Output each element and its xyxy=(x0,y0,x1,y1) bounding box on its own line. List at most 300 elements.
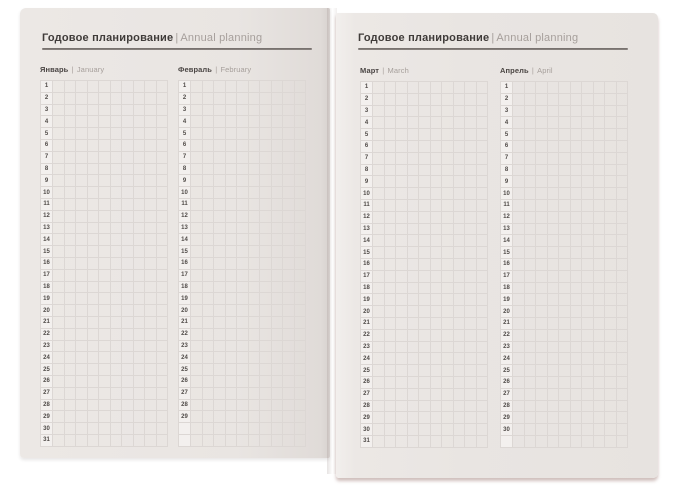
grid-cell xyxy=(408,377,420,389)
grid-cell xyxy=(548,129,560,141)
grid-cell xyxy=(419,294,431,306)
grid-cell xyxy=(295,352,307,364)
grid-cell xyxy=(122,411,134,423)
grid-cell xyxy=(571,318,583,330)
grid-cell xyxy=(571,271,583,283)
day-number-cell: 3 xyxy=(501,106,513,118)
grid-cell xyxy=(419,412,431,424)
grid-cell xyxy=(203,305,215,317)
grid-cell xyxy=(454,412,466,424)
grid-cell xyxy=(145,140,157,152)
grid-cell xyxy=(408,106,420,118)
grid-cell xyxy=(396,412,408,424)
grid-cell xyxy=(283,282,295,294)
grid-cell xyxy=(226,400,238,412)
day-number-cell: 22 xyxy=(41,329,53,341)
month-header xyxy=(40,65,168,74)
grid-cell xyxy=(594,436,606,448)
grid-cell xyxy=(272,140,284,152)
grid-cell xyxy=(122,282,134,294)
grid-cell xyxy=(203,128,215,140)
grid-cell xyxy=(559,153,571,165)
grid-cell xyxy=(385,82,397,94)
grid-cell xyxy=(191,140,203,152)
grid-cell xyxy=(122,223,134,235)
day-number-cell: 21 xyxy=(361,318,373,330)
grid-cell xyxy=(536,377,548,389)
grid-cell xyxy=(582,318,594,330)
grid-cell xyxy=(157,329,169,341)
grid-cell xyxy=(226,81,238,93)
grid-cell xyxy=(99,105,111,117)
grid-cell xyxy=(465,401,477,413)
grid-cell xyxy=(454,259,466,271)
grid-cell xyxy=(88,411,100,423)
grid-cell xyxy=(385,129,397,141)
day-number-cell: 22 xyxy=(501,330,513,342)
day-number-cell: 25 xyxy=(361,365,373,377)
grid-cell xyxy=(582,247,594,259)
grid-cell xyxy=(111,293,123,305)
grid-cell xyxy=(442,401,454,413)
grid-cell xyxy=(157,411,169,423)
grid-cell xyxy=(111,175,123,187)
grid-cell xyxy=(88,211,100,223)
grid-cell xyxy=(408,271,420,283)
grid-cell xyxy=(465,153,477,165)
grid-cell xyxy=(295,282,307,294)
grid-cell xyxy=(226,411,238,423)
grid-cell xyxy=(442,212,454,224)
grid-cell xyxy=(513,129,525,141)
grid-cell xyxy=(99,116,111,128)
day-number-cell: 28 xyxy=(179,400,191,412)
grid-cell xyxy=(582,294,594,306)
grid-cell xyxy=(559,283,571,295)
grid-cell xyxy=(373,153,385,165)
grid-cell xyxy=(111,105,123,117)
day-number-cell: 3 xyxy=(361,106,373,118)
grid-cell xyxy=(594,117,606,129)
grid-cell xyxy=(442,247,454,259)
day-number-cell: 26 xyxy=(179,376,191,388)
grid-cell xyxy=(134,411,146,423)
grid-cell xyxy=(525,247,537,259)
grid-cell xyxy=(157,364,169,376)
grid-cell xyxy=(260,364,272,376)
grid-cell xyxy=(396,165,408,177)
day-number-cell: 27 xyxy=(501,389,513,401)
grid-cell xyxy=(53,105,65,117)
grid-cell xyxy=(465,235,477,247)
grid-cell xyxy=(571,235,583,247)
grid-cell xyxy=(260,411,272,423)
grid-cell xyxy=(431,342,443,354)
grid-cell xyxy=(295,140,307,152)
grid-cell xyxy=(454,424,466,436)
grid-cell xyxy=(272,435,284,447)
grid-cell xyxy=(559,212,571,224)
grid-cell xyxy=(272,187,284,199)
grid-cell xyxy=(605,259,617,271)
grid-cell xyxy=(122,329,134,341)
grid-cell xyxy=(295,435,307,447)
grid-cell xyxy=(582,259,594,271)
grid-cell xyxy=(65,223,77,235)
grid-cell xyxy=(145,352,157,364)
grid-cell xyxy=(76,93,88,105)
grid-cell xyxy=(419,389,431,401)
grid-cell xyxy=(260,317,272,329)
grid-cell xyxy=(477,117,489,129)
grid-cell xyxy=(396,330,408,342)
day-number-cell: 23 xyxy=(179,341,191,353)
grid-cell xyxy=(559,436,571,448)
grid-cell xyxy=(295,411,307,423)
grid-cell xyxy=(513,235,525,247)
grid-cell xyxy=(513,330,525,342)
month-grid xyxy=(500,81,628,448)
grid-cell xyxy=(65,270,77,282)
grid-cell xyxy=(99,81,111,93)
day-number-cell: 20 xyxy=(501,306,513,318)
grid-cell xyxy=(203,199,215,211)
grid-cell xyxy=(65,400,77,412)
grid-cell xyxy=(88,234,100,246)
grid-cell xyxy=(525,153,537,165)
grid-cell xyxy=(431,412,443,424)
grid-cell xyxy=(385,141,397,153)
day-number-cell: 7 xyxy=(179,152,191,164)
grid-cell xyxy=(465,247,477,259)
grid-cell xyxy=(65,246,77,258)
grid-cell xyxy=(548,212,560,224)
grid-cell xyxy=(203,175,215,187)
grid-cell xyxy=(260,388,272,400)
grid-cell xyxy=(594,106,606,118)
grid-cell xyxy=(571,342,583,354)
grid-cell xyxy=(134,140,146,152)
grid-cell xyxy=(260,293,272,305)
page-title-ru: Годовое планирование xyxy=(42,32,174,44)
grid-cell xyxy=(134,223,146,235)
grid-cell xyxy=(408,424,420,436)
grid-cell xyxy=(237,317,249,329)
grid-cell xyxy=(76,234,88,246)
grid-cell xyxy=(272,305,284,317)
grid-cell xyxy=(295,364,307,376)
grid-cell xyxy=(605,200,617,212)
page-title xyxy=(42,32,312,44)
grid-cell xyxy=(419,377,431,389)
page-header xyxy=(42,32,312,50)
grid-cell xyxy=(122,81,134,93)
grid-cell xyxy=(548,436,560,448)
grid-cell xyxy=(385,342,397,354)
grid-cell xyxy=(431,389,443,401)
grid-cell xyxy=(88,116,100,128)
grid-cell xyxy=(419,94,431,106)
grid-cell xyxy=(408,259,420,271)
grid-cell xyxy=(548,188,560,200)
grid-cell xyxy=(605,165,617,177)
day-number-cell: 5 xyxy=(41,128,53,140)
grid-cell xyxy=(53,93,65,105)
grid-cell xyxy=(145,234,157,246)
grid-cell xyxy=(99,317,111,329)
grid-cell xyxy=(431,212,443,224)
grid-cell xyxy=(88,81,100,93)
grid-cell xyxy=(385,330,397,342)
grid-cell xyxy=(396,212,408,224)
grid-cell xyxy=(191,270,203,282)
grid-cell xyxy=(122,152,134,164)
grid-cell xyxy=(477,389,489,401)
grid-cell xyxy=(214,246,226,258)
grid-cell xyxy=(295,199,307,211)
grid-cell xyxy=(513,283,525,295)
grid-cell xyxy=(191,105,203,117)
month-name-en: March xyxy=(387,66,409,75)
grid-cell xyxy=(454,224,466,236)
day-number-cell: 30 xyxy=(41,423,53,435)
grid-cell xyxy=(385,200,397,212)
grid-cell xyxy=(477,436,489,448)
grid-cell xyxy=(260,376,272,388)
grid-cell xyxy=(385,165,397,177)
grid-cell xyxy=(385,412,397,424)
grid-cell xyxy=(145,341,157,353)
grid-cell xyxy=(442,353,454,365)
grid-cell xyxy=(88,270,100,282)
grid-cell xyxy=(559,129,571,141)
grid-cell xyxy=(134,282,146,294)
grid-cell xyxy=(513,259,525,271)
day-number-cell: 18 xyxy=(501,283,513,295)
grid-cell xyxy=(203,329,215,341)
grid-cell xyxy=(548,259,560,271)
grid-cell xyxy=(76,246,88,258)
grid-cell xyxy=(53,116,65,128)
grid-cell xyxy=(385,94,397,106)
grid-cell xyxy=(385,153,397,165)
grid-cell xyxy=(396,117,408,129)
grid-cell xyxy=(283,234,295,246)
grid-cell xyxy=(419,129,431,141)
grid-cell xyxy=(465,117,477,129)
grid-cell xyxy=(99,223,111,235)
grid-cell xyxy=(157,93,169,105)
grid-cell xyxy=(431,436,443,448)
grid-cell xyxy=(226,93,238,105)
grid-cell xyxy=(605,401,617,413)
day-number-cell: 19 xyxy=(501,294,513,306)
grid-cell xyxy=(134,116,146,128)
grid-cell xyxy=(145,270,157,282)
grid-cell xyxy=(157,317,169,329)
grid-cell xyxy=(249,341,261,353)
grid-cell xyxy=(548,271,560,283)
grid-cell xyxy=(88,93,100,105)
grid-cell xyxy=(571,82,583,94)
grid-cell xyxy=(237,152,249,164)
grid-cell xyxy=(385,401,397,413)
grid-cell xyxy=(99,282,111,294)
grid-cell xyxy=(373,224,385,236)
grid-cell xyxy=(99,187,111,199)
grid-cell xyxy=(525,436,537,448)
grid-cell xyxy=(605,94,617,106)
grid-cell xyxy=(454,294,466,306)
grid-cell xyxy=(442,389,454,401)
grid-cell xyxy=(513,318,525,330)
grid-cell xyxy=(65,282,77,294)
grid-cell xyxy=(373,165,385,177)
grid-cell xyxy=(594,141,606,153)
grid-cell xyxy=(525,353,537,365)
grid-cell xyxy=(203,246,215,258)
grid-cell xyxy=(454,153,466,165)
grid-cell xyxy=(145,223,157,235)
grid-cell xyxy=(465,306,477,318)
grid-cell xyxy=(582,377,594,389)
grid-cell xyxy=(548,389,560,401)
grid-cell xyxy=(419,353,431,365)
grid-cell xyxy=(536,224,548,236)
month-column-april xyxy=(500,66,628,448)
grid-cell xyxy=(617,141,629,153)
grid-cell xyxy=(99,164,111,176)
grid-cell xyxy=(249,152,261,164)
grid-cell xyxy=(283,140,295,152)
grid-cell xyxy=(419,306,431,318)
grid-cell xyxy=(226,187,238,199)
day-number-cell: 19 xyxy=(361,294,373,306)
grid-cell xyxy=(214,400,226,412)
grid-cell xyxy=(214,140,226,152)
grid-cell xyxy=(214,364,226,376)
day-number-cell: 8 xyxy=(41,164,53,176)
grid-cell xyxy=(431,235,443,247)
grid-cell xyxy=(571,330,583,342)
grid-cell xyxy=(214,341,226,353)
grid-cell xyxy=(88,293,100,305)
grid-cell xyxy=(442,200,454,212)
grid-cell xyxy=(249,270,261,282)
grid-cell xyxy=(111,423,123,435)
grid-cell xyxy=(203,423,215,435)
grid-cell xyxy=(525,117,537,129)
grid-cell xyxy=(373,271,385,283)
grid-cell xyxy=(122,105,134,117)
grid-cell xyxy=(111,317,123,329)
grid-cell xyxy=(582,424,594,436)
grid-cell xyxy=(65,293,77,305)
grid-cell xyxy=(203,140,215,152)
grid-cell xyxy=(260,270,272,282)
grid-cell xyxy=(295,388,307,400)
grid-cell xyxy=(99,258,111,270)
grid-cell xyxy=(431,141,443,153)
grid-cell xyxy=(617,224,629,236)
grid-cell xyxy=(191,282,203,294)
grid-cell xyxy=(408,176,420,188)
header-rule xyxy=(358,48,628,50)
grid-cell xyxy=(53,140,65,152)
grid-cell xyxy=(373,389,385,401)
grid-cell xyxy=(605,153,617,165)
grid-cell xyxy=(157,105,169,117)
grid-cell xyxy=(408,153,420,165)
grid-cell xyxy=(249,388,261,400)
grid-cell xyxy=(145,246,157,258)
grid-cell xyxy=(237,246,249,258)
grid-cell xyxy=(431,424,443,436)
grid-cell xyxy=(226,293,238,305)
grid-cell xyxy=(617,94,629,106)
grid-cell xyxy=(145,305,157,317)
grid-cell xyxy=(65,411,77,423)
grid-cell xyxy=(525,212,537,224)
grid-cell xyxy=(477,94,489,106)
grid-cell xyxy=(237,388,249,400)
grid-cell xyxy=(249,317,261,329)
grid-cell xyxy=(283,435,295,447)
grid-cell xyxy=(605,283,617,295)
day-number-cell: 29 xyxy=(41,411,53,423)
grid-cell xyxy=(536,330,548,342)
grid-cell xyxy=(214,305,226,317)
grid-cell xyxy=(134,400,146,412)
grid-cell xyxy=(513,247,525,259)
grid-cell xyxy=(582,389,594,401)
grid-cell xyxy=(283,364,295,376)
grid-cell xyxy=(99,423,111,435)
grid-cell xyxy=(272,376,284,388)
grid-cell xyxy=(88,400,100,412)
grid-cell xyxy=(65,376,77,388)
grid-cell xyxy=(65,258,77,270)
grid-cell xyxy=(99,140,111,152)
grid-cell xyxy=(272,223,284,235)
grid-cell xyxy=(111,305,123,317)
grid-cell xyxy=(203,234,215,246)
grid-cell xyxy=(605,247,617,259)
grid-cell xyxy=(559,389,571,401)
day-number-cell: 21 xyxy=(41,317,53,329)
grid-cell xyxy=(408,165,420,177)
grid-cell xyxy=(145,128,157,140)
grid-cell xyxy=(122,164,134,176)
grid-cell xyxy=(214,128,226,140)
grid-cell xyxy=(408,247,420,259)
day-number-cell: 13 xyxy=(361,224,373,236)
grid-cell xyxy=(295,234,307,246)
grid-cell xyxy=(582,306,594,318)
grid-cell xyxy=(99,211,111,223)
grid-cell xyxy=(295,187,307,199)
grid-cell xyxy=(373,306,385,318)
grid-cell xyxy=(408,365,420,377)
grid-cell xyxy=(442,153,454,165)
grid-cell xyxy=(373,247,385,259)
day-number-cell: 2 xyxy=(179,93,191,105)
grid-cell xyxy=(617,82,629,94)
grid-cell xyxy=(203,258,215,270)
grid-cell xyxy=(465,271,477,283)
day-number-cell: 29 xyxy=(501,412,513,424)
grid-cell xyxy=(396,436,408,448)
